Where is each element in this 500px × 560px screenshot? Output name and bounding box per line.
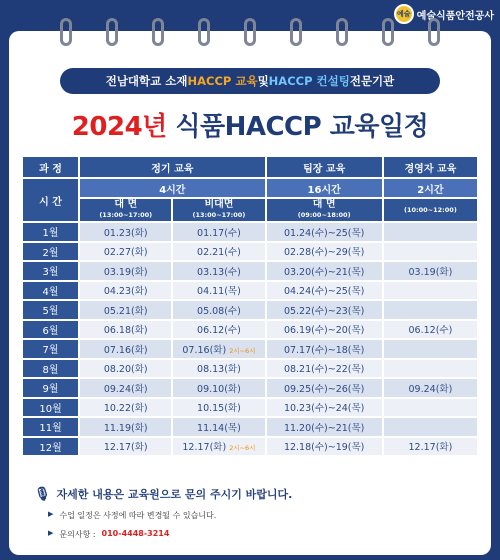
month-cell bbox=[23, 282, 78, 300]
regular-inperson-cell bbox=[80, 262, 171, 280]
regular-online-cell bbox=[173, 243, 264, 261]
footer-note-text: 수업 일정은 사정에 따라 변경될 수 있습니다. bbox=[59, 511, 217, 520]
regular-inperson-cell-text: 09.24(화) bbox=[103, 383, 148, 395]
title-rest: 식품HACCP 교육일정 bbox=[166, 112, 429, 142]
regular-inperson-cell-text: 02.27(화) bbox=[103, 247, 148, 259]
month-cell-text: 6월 bbox=[42, 325, 59, 337]
table-row bbox=[23, 262, 477, 280]
header-course: 과 정 bbox=[23, 157, 78, 177]
binder-rings bbox=[0, 18, 500, 48]
executive-cell-text: 03.19(화) bbox=[408, 266, 453, 278]
header-executive-course: 경영자 교육 bbox=[384, 157, 477, 177]
regular-online-cell-text: 08.13(화) bbox=[197, 364, 241, 376]
schedule-rows bbox=[23, 223, 477, 455]
table-row bbox=[23, 340, 477, 358]
binder-ring bbox=[382, 18, 394, 46]
table-row bbox=[23, 379, 477, 397]
table-row bbox=[23, 321, 477, 339]
mode-time: (10:00~12:00) bbox=[404, 205, 457, 214]
binder-ring bbox=[290, 18, 302, 46]
mode-time: (13:00~17:00) bbox=[192, 211, 246, 219]
month-cell bbox=[23, 399, 78, 417]
leader-cell-text: 04.24(수)~25(목) bbox=[283, 286, 365, 298]
regular-online-cell bbox=[173, 360, 264, 378]
month-cell bbox=[23, 379, 78, 397]
table-row bbox=[23, 223, 477, 241]
month-cell-text: 2월 bbox=[42, 247, 59, 259]
regular-online-cell-text: 01.17(수) bbox=[197, 227, 241, 239]
footer-info bbox=[34, 486, 474, 540]
leader-cell-text: 11.20(수)~21(목) bbox=[283, 422, 365, 434]
regular-online-cell bbox=[173, 301, 264, 319]
leader-cell bbox=[267, 301, 382, 319]
mode-executive bbox=[384, 199, 477, 221]
regular-online-cell bbox=[173, 340, 264, 358]
time-note: 2시~6시 bbox=[229, 444, 256, 453]
footer-note-line bbox=[48, 510, 474, 521]
month-cell-text: 1월 bbox=[42, 228, 59, 240]
regular-inperson-cell bbox=[80, 243, 171, 261]
leader-cell bbox=[267, 399, 382, 417]
regular-inperson-cell bbox=[80, 282, 171, 300]
table-row bbox=[23, 282, 477, 300]
leader-cell bbox=[267, 282, 382, 300]
leader-cell bbox=[267, 418, 382, 436]
leader-cell-text: 01.24(수)~25(목) bbox=[283, 227, 365, 239]
leader-cell-text: 12.18(수)~19(목) bbox=[283, 442, 365, 454]
month-cell bbox=[23, 438, 78, 456]
binder-ring bbox=[60, 18, 72, 46]
mode-regular-online bbox=[173, 199, 264, 221]
regular-online-cell bbox=[173, 379, 264, 397]
regular-inperson-cell-text: 12.17(화) bbox=[103, 442, 148, 454]
footer-main bbox=[34, 486, 474, 502]
logo-badge: 예술 bbox=[394, 4, 414, 24]
footer-phone-number[interactable]: 010-4448-3214 bbox=[101, 529, 170, 538]
regular-inperson-cell bbox=[80, 399, 171, 417]
title-year: 2024년 bbox=[71, 112, 167, 142]
month-cell-text: 9월 bbox=[42, 384, 59, 396]
mode-time: (13:00~17:00) bbox=[99, 211, 153, 219]
microphone-icon: 🎙 bbox=[34, 486, 51, 502]
time-note: 2시~6시 bbox=[229, 346, 256, 355]
binder-ring bbox=[152, 18, 164, 46]
regular-inperson-cell-text: 01.23(화) bbox=[103, 227, 148, 239]
subtitle-highlight-haccp-consulting: HACCP 컨설팅 bbox=[268, 74, 350, 88]
regular-inperson-cell-text: 10.22(화) bbox=[103, 403, 148, 415]
regular-online-cell bbox=[173, 262, 264, 280]
regular-online-cell-text: 10.15(화) bbox=[197, 403, 241, 415]
regular-online-cell-text: 03.13(수) bbox=[197, 266, 241, 278]
month-cell bbox=[23, 340, 78, 358]
month-cell-text: 3월 bbox=[42, 267, 59, 279]
regular-online-cell bbox=[173, 223, 264, 241]
mode-label: 비대면 bbox=[204, 199, 234, 210]
regular-online-cell-text: 02.21(수) bbox=[197, 247, 241, 259]
subtitle-part3: 전문기관 bbox=[349, 74, 395, 88]
executive-cell bbox=[384, 301, 477, 319]
binder-ring bbox=[336, 18, 348, 46]
regular-inperson-cell bbox=[80, 340, 171, 358]
hours-leader: 16시간 bbox=[267, 179, 382, 197]
page-title bbox=[0, 106, 500, 143]
regular-inperson-cell bbox=[80, 438, 171, 456]
regular-online-cell-text: 09.10(화) bbox=[197, 383, 241, 395]
table-row bbox=[23, 399, 477, 417]
regular-inperson-cell bbox=[80, 418, 171, 436]
leader-cell bbox=[267, 321, 382, 339]
leader-cell bbox=[267, 262, 382, 280]
regular-online-cell-text: 06.12(수) bbox=[197, 325, 241, 337]
regular-inperson-cell-text: 05.21(화) bbox=[103, 305, 148, 317]
leader-cell-text: 06.19(수)~20(목) bbox=[283, 325, 365, 337]
leader-cell-text: 05.22(수)~23(목) bbox=[283, 305, 365, 317]
month-cell bbox=[23, 360, 78, 378]
mode-label: 대 면 bbox=[312, 199, 336, 210]
executive-cell bbox=[384, 360, 477, 378]
mode-time: (09:00~18:00) bbox=[297, 211, 351, 219]
leader-cell-text: 10.23(수)~24(목) bbox=[283, 403, 365, 415]
schedule-table bbox=[21, 155, 479, 457]
executive-cell bbox=[384, 223, 477, 241]
regular-online-cell-text: 07.16(화) bbox=[182, 344, 227, 356]
month-cell-text: 8월 bbox=[42, 364, 59, 376]
regular-inperson-cell-text: 07.16(화) bbox=[103, 344, 148, 356]
leader-cell-text: 08.21(수)~22(목) bbox=[283, 364, 365, 376]
executive-cell bbox=[384, 438, 477, 456]
executive-cell-text: 09.24(화) bbox=[408, 383, 453, 395]
regular-online-cell bbox=[173, 321, 264, 339]
executive-cell bbox=[384, 262, 477, 280]
mode-label: 대 면 bbox=[114, 199, 138, 210]
table-row bbox=[23, 360, 477, 378]
regular-online-cell bbox=[173, 282, 264, 300]
header-leader-course: 팀장 교육 bbox=[267, 157, 382, 177]
regular-online-cell bbox=[173, 438, 264, 456]
leader-cell-text: 09.25(수)~26(목) bbox=[283, 383, 365, 395]
month-cell-text: 10월 bbox=[39, 403, 62, 415]
leader-cell bbox=[267, 243, 382, 261]
binder-ring bbox=[198, 18, 210, 46]
regular-inperson-cell-text: 08.20(화) bbox=[103, 364, 148, 376]
month-cell-text: 12월 bbox=[39, 442, 62, 454]
hours-regular: 4시간 bbox=[80, 179, 264, 197]
month-cell bbox=[23, 223, 78, 241]
regular-inperson-cell-text: 06.18(화) bbox=[103, 325, 148, 337]
executive-cell bbox=[384, 321, 477, 339]
regular-inperson-cell-text: 11.19(화) bbox=[103, 422, 148, 434]
footer-contact-label: 문의사항 : bbox=[59, 530, 96, 539]
month-cell bbox=[23, 418, 78, 436]
leader-cell bbox=[267, 438, 382, 456]
logo-text: 예술식품안전공사 bbox=[416, 10, 494, 22]
month-cell bbox=[23, 321, 78, 339]
subtitle-part1: 전남대학교 소재 bbox=[105, 74, 188, 88]
leader-cell-text: 03.20(수)~21(목) bbox=[283, 266, 365, 278]
executive-cell bbox=[384, 340, 477, 358]
hours-executive: 2시간 bbox=[384, 179, 477, 197]
regular-inperson-cell bbox=[80, 379, 171, 397]
regular-online-cell-text: 05.08(수) bbox=[197, 305, 241, 317]
table-row bbox=[23, 243, 477, 261]
regular-online-cell bbox=[173, 399, 264, 417]
month-cell-text: 4월 bbox=[42, 286, 59, 298]
month-cell-text: 11월 bbox=[39, 423, 62, 435]
executive-cell bbox=[384, 418, 477, 436]
month-cell-text: 7월 bbox=[42, 345, 59, 357]
triangle-bullet-icon: ▶ bbox=[48, 529, 54, 537]
regular-inperson-cell-text: 04.23(화) bbox=[103, 286, 148, 298]
leader-cell bbox=[267, 340, 382, 358]
month-cell bbox=[23, 243, 78, 261]
regular-online-cell-text: 04.11(목) bbox=[197, 286, 241, 298]
table-row bbox=[23, 418, 477, 436]
subtitle-banner bbox=[60, 68, 440, 94]
regular-online-cell-text: 11.14(목) bbox=[197, 422, 241, 434]
table-row bbox=[23, 301, 477, 319]
regular-inperson-cell-text: 03.19(화) bbox=[103, 266, 148, 278]
regular-inperson-cell bbox=[80, 301, 171, 319]
leader-cell-text: 07.17(수)~18(목) bbox=[283, 344, 365, 356]
executive-cell-text: 12.17(화) bbox=[408, 442, 453, 454]
executive-cell-text: 06.12(수) bbox=[408, 325, 453, 337]
regular-inperson-cell bbox=[80, 360, 171, 378]
executive-cell bbox=[384, 399, 477, 417]
regular-online-cell bbox=[173, 418, 264, 436]
executive-cell bbox=[384, 243, 477, 261]
binder-ring bbox=[428, 18, 440, 46]
leader-cell bbox=[267, 223, 382, 241]
month-cell bbox=[23, 262, 78, 280]
month-cell bbox=[23, 301, 78, 319]
leader-cell bbox=[267, 379, 382, 397]
leader-cell bbox=[267, 360, 382, 378]
footer-contact-line bbox=[48, 529, 474, 540]
subtitle-part2: 및 bbox=[257, 74, 269, 88]
binder-ring bbox=[106, 18, 118, 46]
triangle-bullet-icon: ▶ bbox=[48, 510, 54, 518]
binder-ring bbox=[244, 18, 256, 46]
header-time: 시 간 bbox=[23, 179, 78, 221]
header-regular-course: 정기 교육 bbox=[80, 157, 264, 177]
subtitle-highlight-haccp-education: HACCP 교육 bbox=[187, 74, 258, 88]
month-cell-text: 5월 bbox=[42, 306, 59, 318]
footer-main-text: 자세한 내용은 교육원으로 문의 주시기 바랍니다. bbox=[56, 488, 293, 501]
mode-leader-inperson bbox=[267, 199, 382, 221]
executive-cell bbox=[384, 379, 477, 397]
executive-cell bbox=[384, 282, 477, 300]
leader-cell-text: 02.28(수)~29(목) bbox=[283, 247, 365, 259]
mode-regular-inperson bbox=[80, 199, 171, 221]
regular-inperson-cell bbox=[80, 321, 171, 339]
regular-online-cell-text: 12.17(화) bbox=[182, 442, 227, 454]
regular-inperson-cell bbox=[80, 223, 171, 241]
table-row bbox=[23, 438, 477, 456]
